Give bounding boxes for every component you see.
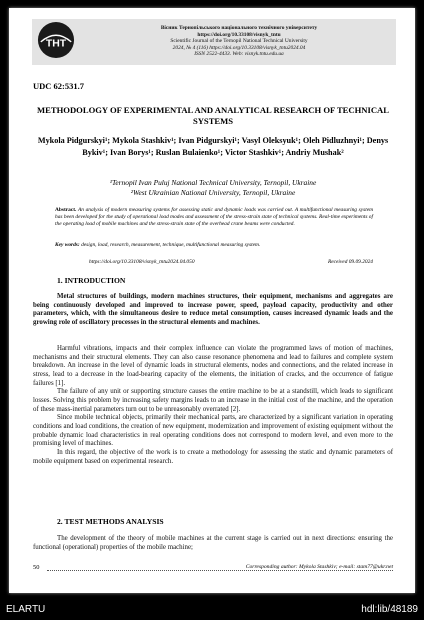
affiliation-2: ²West Ukrainian National University, Ternopil, Ukraine [130,188,296,197]
journal-name-en: Scientific Journal of the Ternopil National Technical University [170,38,308,45]
author-list: Mykola Pidgurskyi¹; Mykola Stashkiv¹; Ivan Pidgurskyi¹; Vasyl Oleksyuk¹; Oleh Pidluzhnyi¹; Denys Bykiv¹; Ivan Borys¹; Ruslan Bulaienko¹; Victor Stashkiv¹; Andriy Mushak² [37,136,389,157]
repository-bar [0,596,424,620]
page-number: 50 [33,564,40,571]
abstract-text: An analysis of modern measuring systems for assessing static and dynamic loads was carried out. A multifunctional measuring system has been developed for the study of operational load modes and assessment of the stress-strain state of technical systems. Real-time experiments of the operating load of mobile machines and the stress-strain state of the overhead crane beams were conducted. [55,207,373,227]
corresponding-author: Corresponding author: Mykola Stashkiv; e-mail: stam77@ukr.net [47,564,393,571]
paper-title: METHODOLOGY OF EXPERIMENTAL AND ANALYTICAL RESEARCH OF TECHNICAL SYSTEMS [37,105,389,126]
paragraph: The development of the theory of mobile machines at the current stage is carried out in next directions: ensuring the functional (operational) properties of the mobile machine; [33,535,393,551]
logo-text: ТНТ [45,38,67,50]
paragraph: Harmful vibrations, impacts and their complex influence can violate the programmed laws of motion of machines, mechanisms and their structural elements. They can also cause resonance phenomena and lead to failures and complete system breakdown. An increase in the level of dynamic loads in structural elements, nodes and connections, and the related increase in stress, lead to a decrease in the load-bearing capacity of the elements, the initiation of cracks, and the occurrence of fatigue failures [1]. [33,345,393,387]
article-doi[interactable]: https://doi.org/10.33108/visnyk_tntu2024.04.050 [89,259,195,265]
udc-code: UDC 62:531.7 [33,81,84,91]
abstract [55,207,373,227]
section-heading-test-methods: 2. TEST METHODS ANALYSIS [57,517,164,526]
received-date: Received 09.09.2024 [327,259,373,265]
journal-header [89,25,389,58]
paper-page [9,8,415,593]
issn-web: ISSN 2522-4433. Web: visnyk.tntu.edu.ua [194,51,284,58]
keywords-text: design, load, research, measurement, technique, multifunctional measuring system. [81,242,261,248]
doi-row [89,259,373,265]
paragraph: In this regard, the objective of the work is to create a methodology for assessing the static and dynamic parameters of mobile equipment based on experimental research. [33,448,393,465]
paragraph: Since mobile technical objects, primarily their mechanical parts, are characterized by a significant variation in operating conditions and load conditions, the creation of new equipment, modernization and improvement of existing equipment without the probable dynamic load characteristics in real operating conditions does not correspond to modern level, and even more to the promising level of machines. [33,414,393,448]
affiliations [33,178,393,198]
keywords-label: Key words: [55,242,80,248]
paragraph: The failure of any unit or supporting structure causes the entire machine to be at a standstill, which leads to significant losses. Solving this problem by increasing safety margins leads to an increase in the initial cost of the machine, and the operation of these mass-inertial parameters turn out to be unreasonably overrated [2]. [33,388,393,413]
repository-name: ELARTU [6,604,46,615]
abstract-label: Abstract. [55,207,77,213]
issue-info: 2024, № 4 (116) https://doi.org/10.33108/visnyk_tntu2024.04 [172,44,306,51]
journal-doi[interactable]: https://doi.org/10.33108/visnyk_tntu [197,31,281,38]
section-heading-introduction: 1. INTRODUCTION [57,276,126,285]
section2-body [33,535,393,552]
paragraph: Metal structures of buildings, modern machines structures, their equipment, mechanisms and aggregates are being continuously developed and improved to increase power, speed, payload capacity, productivity and other parameters, which, with the simultaneous desire to reduce metal consumption, causes increased dynamic loads and the growing role of oscillatory processes in the structural elements and machines. [33,293,393,326]
intro-bold-paragraph [33,293,393,328]
handle-id[interactable]: hdl:lib/48189 [361,604,418,615]
intro-body [33,345,393,466]
affiliation-1: ¹Ternopil Ivan Puluj National Technical University, Ternopil, Ukraine [109,178,317,187]
journal-name-ua: Вісник Тернопільського національного технічного університету [160,25,318,31]
keywords [55,242,373,248]
journal-logo-icon [37,21,75,59]
